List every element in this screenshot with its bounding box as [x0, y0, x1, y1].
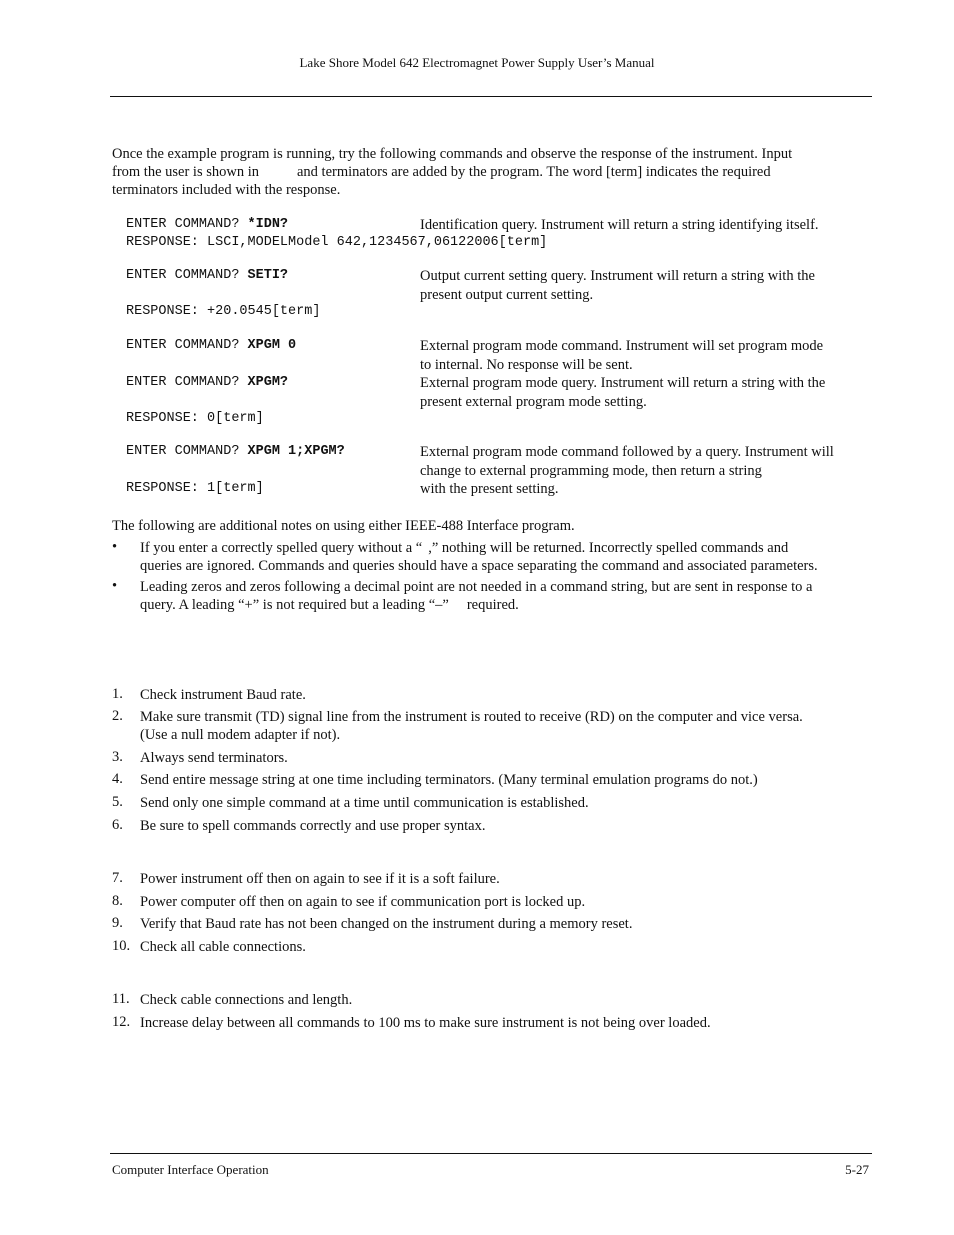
command-prompt: ENTER COMMAND?	[126, 338, 248, 353]
example-response-2: RESPONSE: +20.0545[term]	[126, 304, 321, 319]
step-line: (Use a null modem adapter if not).	[140, 727, 341, 743]
step-number: 4.	[112, 771, 123, 787]
step-text: Power instrument off then on again to see if it is a soft failure.	[140, 871, 500, 887]
note-line	[140, 539, 872, 557]
step-number: 1.	[112, 686, 123, 702]
step-text: Increase delay between all commands to 100 ms to make sure instrument is not being over loaded.	[140, 1015, 711, 1031]
footer-rule	[110, 1153, 872, 1154]
page-header: Lake Shore Model 642 Electromagnet Power Supply User’s Manual	[299, 55, 655, 70]
step-text: Power computer off then on again to see if communication port is locked up.	[140, 894, 586, 910]
note-text: required.	[466, 597, 519, 613]
step-number: 11.	[112, 991, 130, 1007]
note-bullet-1	[140, 539, 872, 575]
step-text: Check cable connections and length.	[140, 992, 353, 1008]
step-text: Verify that Baud rate has not been changed on the instrument during a memory reset.	[140, 916, 633, 932]
intro-line-1: Once the example program is running, try the following commands and observe the response of the instrument. Input	[112, 146, 793, 162]
intro-line-2b: and terminators are added by the program. The word [term] indicates the required	[297, 164, 771, 180]
step-number: 3.	[112, 749, 123, 765]
intro-line-3: terminators included with the response.	[112, 182, 341, 198]
example-command-3	[126, 338, 296, 353]
note-text: query. A leading “+” is not required but a leading “–”	[140, 597, 449, 613]
note-line: Leading zeros and zeros following a decimal point are not needed in a command string, but are sent in response to a	[140, 579, 813, 595]
example-command-4	[126, 375, 288, 390]
note-text: If you enter a correctly spelled query without a “	[140, 540, 423, 556]
example-description-1	[420, 216, 872, 235]
footer-section-title: Computer Interface Operation	[112, 1162, 269, 1177]
example-command-5	[126, 444, 345, 459]
step-number: 9.	[112, 915, 123, 931]
note-bullet-2	[140, 578, 872, 614]
step-text: Check all cable connections.	[140, 939, 306, 955]
command-text: *IDN?	[247, 217, 289, 232]
step-number: 2.	[112, 708, 123, 724]
description-line: External program mode command followed by a query. Instrument will	[420, 444, 834, 460]
command-text: SETI?	[247, 268, 289, 283]
description-line: with the present setting.	[420, 481, 559, 497]
step-text: Send only one simple command at a time until communication is established.	[140, 795, 589, 811]
footer-page-number: 5-27	[845, 1162, 869, 1177]
bullet-marker: •	[112, 539, 118, 555]
command-prompt: ENTER COMMAND?	[126, 217, 248, 232]
example-command-1	[126, 217, 288, 232]
step-text: Always send terminators.	[140, 750, 288, 766]
step-text	[140, 708, 872, 744]
example-description-4	[420, 374, 872, 412]
step-number: 7.	[112, 870, 123, 886]
note-line	[140, 596, 872, 614]
command-text: XPGM?	[247, 375, 289, 390]
example-command-2	[126, 268, 288, 283]
command-prompt: ENTER COMMAND?	[126, 268, 248, 283]
description-line: change to external programming mode, then return a string	[420, 462, 762, 479]
description-line: External program mode command. Instrument will set program mode	[420, 338, 824, 354]
description-line: to internal. No response will be sent.	[420, 357, 633, 373]
description-line: present output current setting.	[420, 287, 594, 303]
command-prompt: ENTER COMMAND?	[126, 444, 248, 459]
example-description-5	[420, 443, 872, 499]
command-text: XPGM 1;XPGM?	[247, 444, 345, 459]
note-text: ,” nothing will be returned. Incorrectly spelled commands and	[428, 540, 789, 556]
example-response-4: RESPONSE: 0[term]	[126, 411, 264, 426]
bullet-marker: •	[112, 578, 118, 594]
step-number: 6.	[112, 817, 123, 833]
example-response-5: RESPONSE: 1[term]	[126, 481, 264, 496]
step-number: 8.	[112, 893, 123, 909]
step-number: 12.	[112, 1014, 131, 1030]
intro-line-2	[112, 163, 872, 181]
description-line: present external program mode setting.	[420, 394, 647, 410]
step-line: Make sure transmit (TD) signal line from the instrument is routed to receive (RD) on the computer and vice versa.	[140, 709, 803, 725]
step-text: Check instrument Baud rate.	[140, 687, 306, 703]
command-text: XPGM 0	[247, 338, 297, 353]
step-number: 10.	[112, 938, 131, 954]
notes-lead: The following are additional notes on using either IEEE-488 Interface program.	[112, 518, 575, 534]
step-text: Be sure to spell commands correctly and use proper syntax.	[140, 818, 486, 834]
example-response-1: RESPONSE: LSCI,MODELModel 642,1234567,06122006[term]	[126, 235, 548, 250]
intro-line-2a: from the user is shown in	[112, 164, 259, 180]
step-text: Send entire message string at one time including terminators. (Many terminal emulation programs do not.)	[140, 772, 758, 788]
example-description-3	[420, 337, 872, 375]
step-number: 5.	[112, 794, 123, 810]
header-rule	[110, 96, 872, 97]
description-line: Identification query. Instrument will return a string identifying itself.	[420, 217, 819, 233]
description-line: Output current setting query. Instrument will return a string with the	[420, 268, 815, 284]
intro-paragraph	[112, 145, 872, 199]
note-line: queries are ignored. Commands and queries should have a space separating the command and associated parameters.	[140, 558, 818, 574]
command-prompt: ENTER COMMAND?	[126, 375, 248, 390]
description-line: External program mode query. Instrument will return a string with the	[420, 375, 826, 391]
example-description-2	[420, 267, 872, 305]
